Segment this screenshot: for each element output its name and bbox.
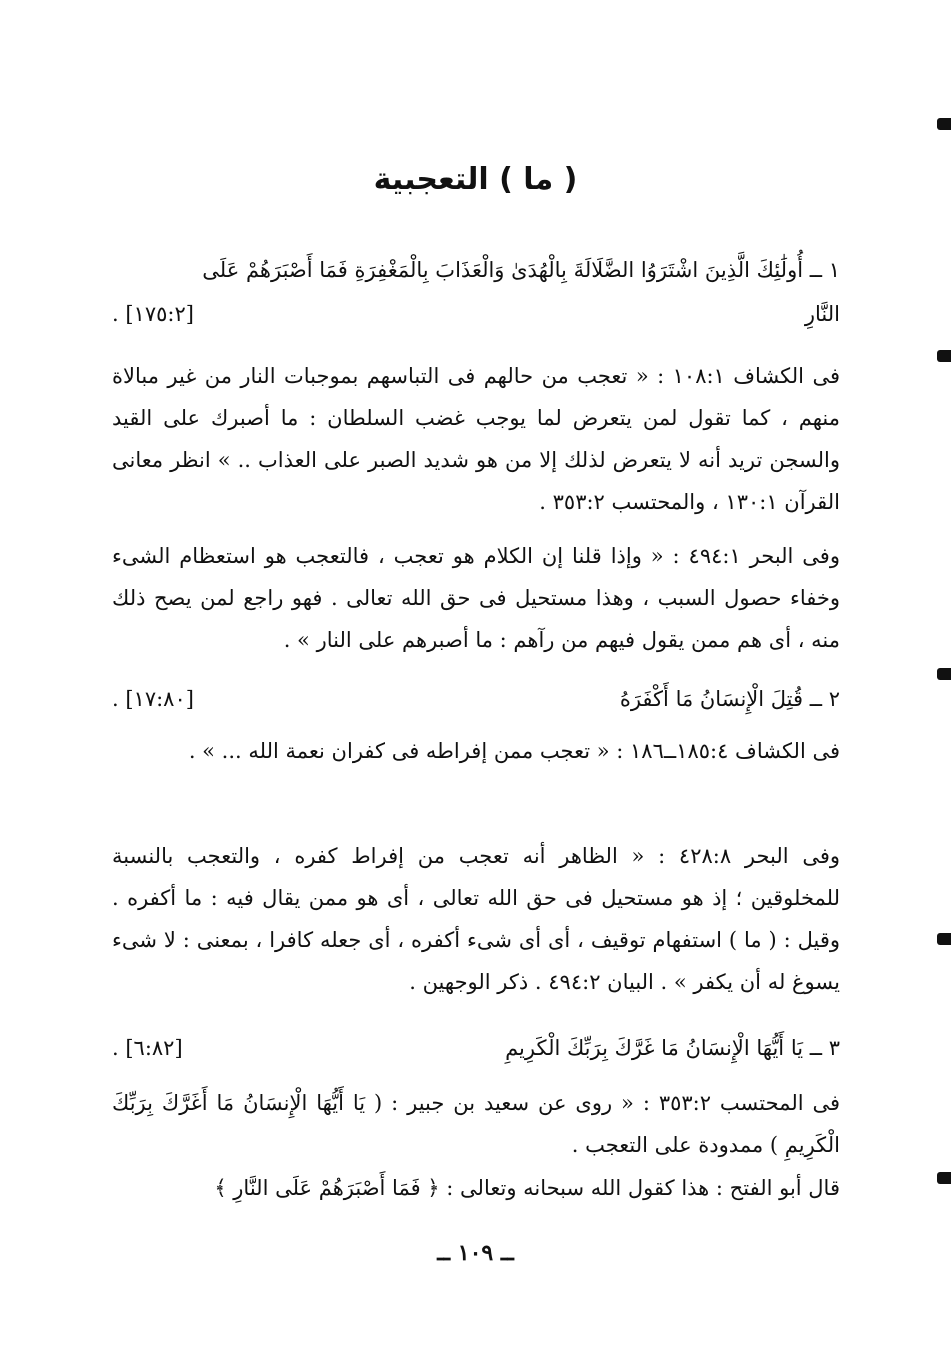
page-title: ( ما ) التعجبية	[373, 162, 578, 197]
page-number: ــ ١٠٩ ــ	[437, 1240, 514, 1266]
paragraph-kashshaf-2: فى الكشاف ١٨٥:٤ــ١٨٦ : « تعجب ممن إفراطه فى كفران نعمة الله ... » .	[188, 739, 840, 763]
verse-2-text: ٢ ــ قُتِلَ الْإِنسَانُ مَا أَكْفَرَهُ	[619, 687, 840, 711]
paragraph-bahr-2: وفى البحر ٤٢٨:٨ : « الظاهر أنه تعجب من إفراط كفره ، والتعجب بالنسبة للمخلوقين ؛ إذ هو مستحيل فى حق الله تعالى ، أى هو ممن يقال فيه : ما أكفره . وقيل : ( ما ) استفهام توقيف ، أى أى شىء أكفره ، أى جعله كافرا ، بمعنى : لا شىء يسوغ له أن يكفر » . البيان ٤٩٤:٢ . ذكر الوجهين .	[112, 844, 840, 994]
verse-3-reference: [٦:٨٢] .	[112, 1036, 183, 1060]
verse-3-text: ٣ ــ يَا أَيُّهَا الْإِنسَانُ مَا غَرَّكَ بِرَبِّكَ الْكَرِيمِ	[505, 1036, 840, 1060]
verse-1-line-1: ١ ــ أُولَٰئِكَ الَّذِينَ اشْتَرَوُا الضَّلَالَةَ بِالْهُدَىٰ وَالْعَذَابَ بِالْمَغْفِرَةِ فَمَا أَصْبَرَهُمْ عَلَى	[202, 258, 840, 282]
edge-mark	[937, 933, 951, 945]
verse-3	[112, 1027, 840, 1069]
edge-mark	[937, 1172, 951, 1184]
verse-1-reference: [١٧٥:٢] .	[112, 302, 194, 326]
verse-1-continuation: النَّارِ	[804, 302, 840, 326]
paragraph-bahr-1: وفى البحر ٤٩٤:١ : « وإذا قلنا إن الكلام هو تعجب ، فالتعجب هو استعظام الشىء وخفاء حصول السبب ، وهذا مستحيل فى حق الله تعالى . فهو راجع لمن يصح ذلك منه ، أى هم ممن يقول فيهم من رآهم : ما أصبرهم على النار » .	[112, 544, 840, 652]
paragraph-muhtasab: فى المحتسب ٣٥٣:٢ : « روى عن سعيد بن جبير : ( يَا أَيُّهَا الْإِنسَانُ مَا أَغَرَّكَ بِرَبِّكَ الْكَرِيمِ ) ممدودة على التعجب .	[112, 1091, 841, 1157]
paragraph-kashshaf-1: فى الكشاف ١٠٨:١ : « تعجب من حالهم فى التباسهم بموجبات النار من غير مبالاة منهم ، كما تقول لمن يتعرض لما يوجب غضب السلطان : ما أصبرك على القيد والسجن تريد أنه لا يتعرض لذلك إلا من هو شديد الصبر على العذاب .. » انظر معانى القرآن ١٣٠:١ ، والمحتسب ٣٥٣:٢ .	[112, 364, 840, 514]
edge-mark	[937, 118, 951, 130]
edge-mark	[937, 350, 951, 362]
verse-1-line-2	[112, 293, 840, 335]
verse-2-reference: [١٧:٨٠] .	[112, 687, 194, 711]
paragraph-abu-alfath: قال أبو الفتح : هذا كقول الله سبحانه وتعالى : ﴿ فَمَا أَصْبَرَهُمْ عَلَى النَّارِ ﴾	[214, 1176, 840, 1200]
edge-mark	[937, 668, 951, 680]
verse-2	[112, 678, 840, 720]
